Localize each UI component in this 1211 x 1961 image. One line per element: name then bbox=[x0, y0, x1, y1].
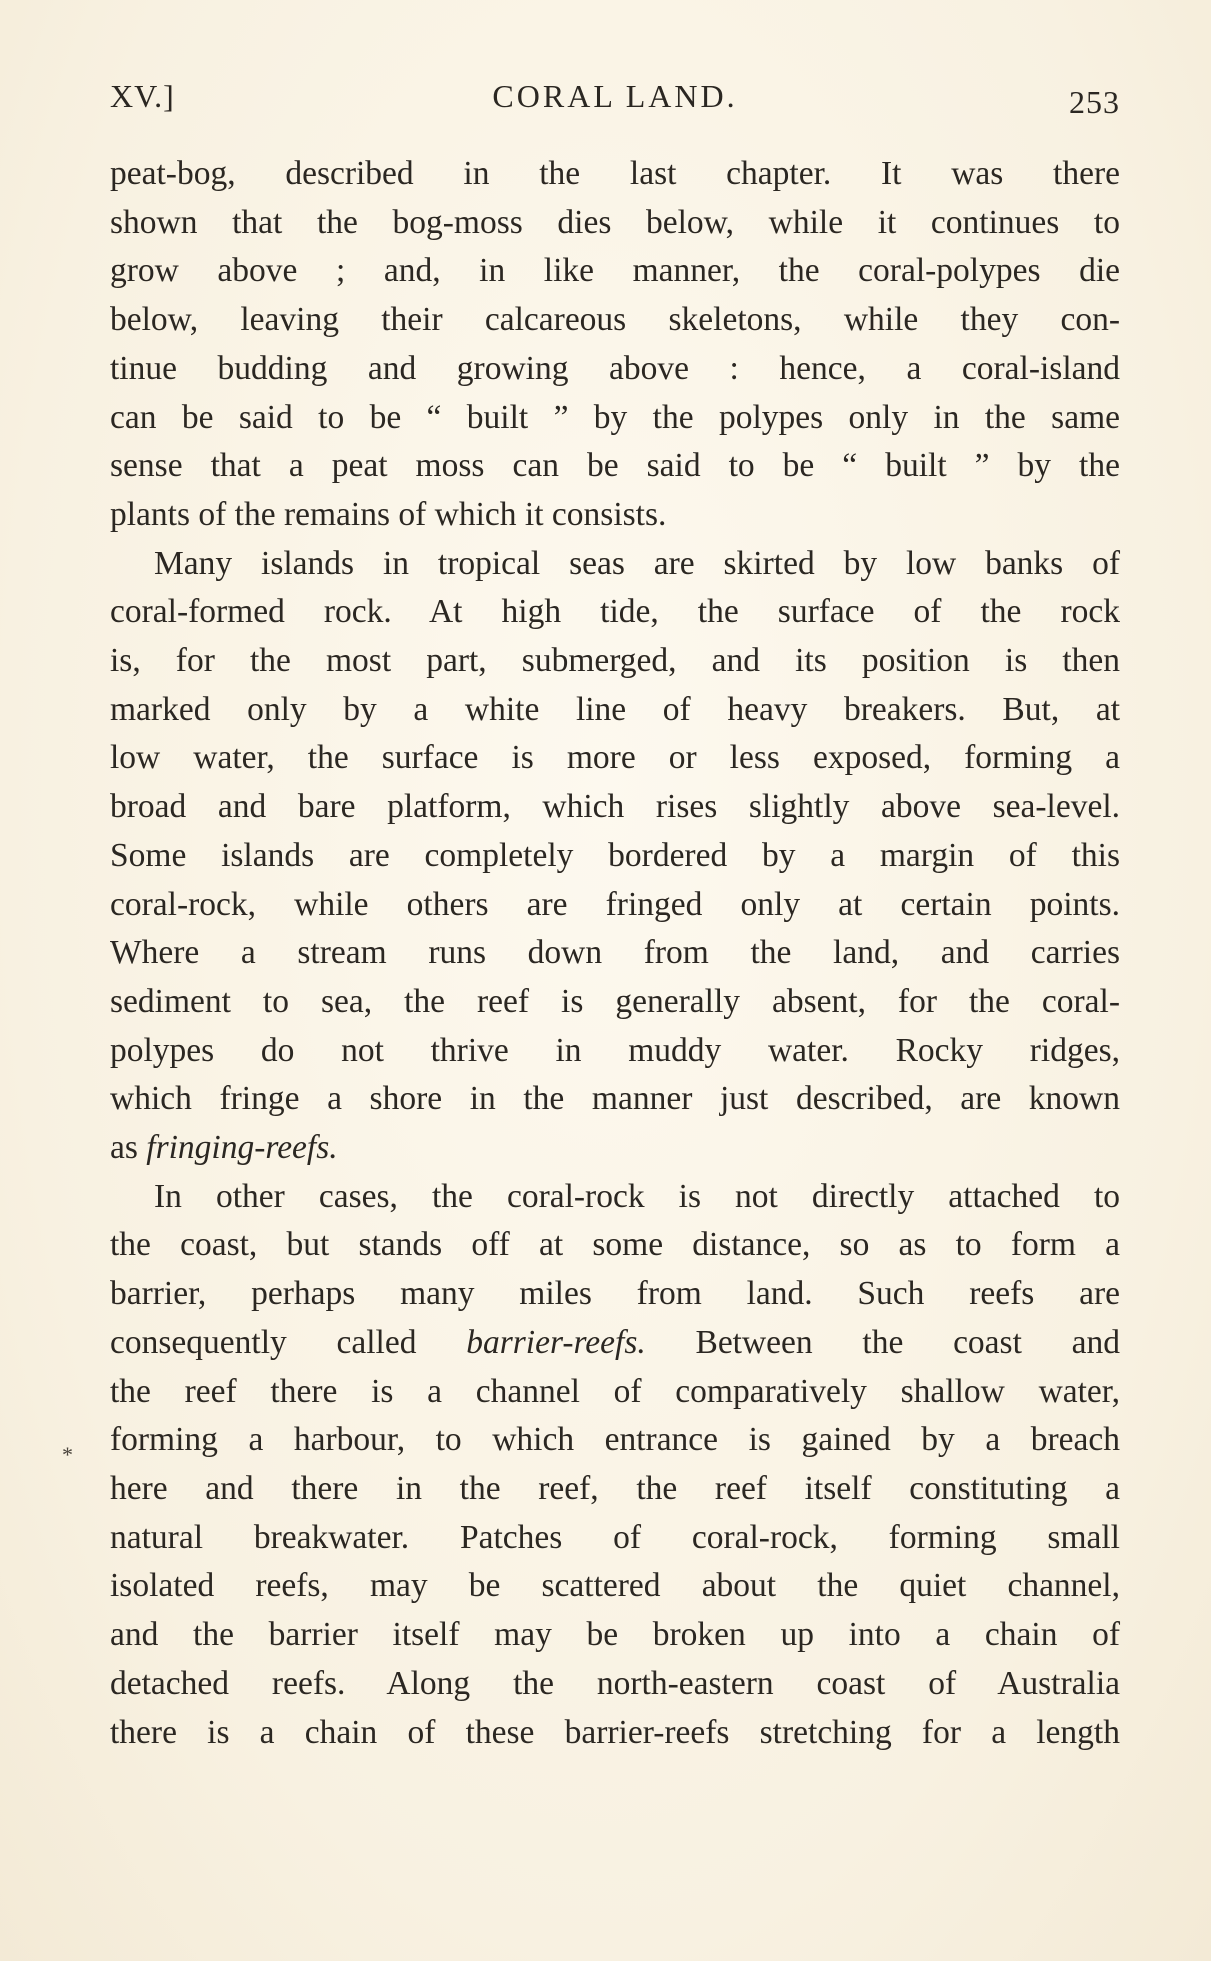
text-fragment: consequently called bbox=[110, 1323, 467, 1361]
text-line: sense that a peat moss can be said to be “ built ” by the bbox=[110, 447, 1120, 485]
running-title: CORAL LAND. bbox=[492, 78, 738, 114]
italic-term: barrier-reefs. bbox=[466, 1323, 646, 1361]
running-head bbox=[110, 78, 1120, 118]
text-line: detached reefs. Along the north-eastern coast of Australia bbox=[110, 1664, 1120, 1702]
text-line: broad and bare platform, which rises slightly above sea-level. bbox=[110, 788, 1120, 826]
text-line: isolated reefs, may be scattered about the quiet channel, bbox=[110, 1567, 1120, 1605]
margin-mark: * bbox=[62, 1442, 73, 1467]
page-number: 253 bbox=[1069, 84, 1120, 120]
text-line: plants of the remains of which it consists. bbox=[110, 495, 667, 533]
paragraph-1 bbox=[110, 150, 1120, 540]
paragraph-3 bbox=[110, 1173, 1120, 1757]
paragraph-2 bbox=[110, 540, 1120, 1173]
text-line: can be said to be “ built ” by the polypes only in the same bbox=[110, 398, 1120, 436]
italic-term: fringing-reefs. bbox=[146, 1129, 338, 1167]
text-line: natural breakwater. Patches of coral-rock, forming small bbox=[110, 1518, 1120, 1556]
text-line: here and there in the reef, the reef itself constituting a bbox=[110, 1469, 1120, 1507]
text-line: tinue budding and growing above : hence, a coral-island bbox=[110, 349, 1120, 387]
text-line: is, for the most part, submerged, and its position is then bbox=[110, 642, 1120, 680]
text-line bbox=[110, 1124, 1120, 1173]
text-fragment: Between the coast and bbox=[645, 1323, 1120, 1361]
text-line: below, leaving their calcareous skeletons, while they con- bbox=[110, 301, 1120, 339]
text-line: there is a chain of these barrier-reefs stretching for a length bbox=[110, 1713, 1120, 1751]
text-line: and the barrier itself may be broken up into a chain of bbox=[110, 1616, 1120, 1654]
text-line: the coast, but stands off at some distance, so as to form a bbox=[110, 1226, 1120, 1264]
text-line: Where a stream runs down from the land, and carries bbox=[110, 934, 1120, 972]
text-line: Many islands in tropical seas are skirted by low banks of bbox=[154, 544, 1120, 582]
text-line: grow above ; and, in like manner, the coral-polypes die bbox=[110, 252, 1120, 290]
text-fragment: as bbox=[110, 1129, 147, 1167]
text-line: which fringe a shore in the manner just described, are known bbox=[110, 1080, 1120, 1118]
text-line: Some islands are completely bordered by a margin of this bbox=[110, 836, 1120, 874]
text-line bbox=[110, 1319, 1120, 1368]
text-line: sediment to sea, the reef is generally absent, for the coral- bbox=[110, 982, 1120, 1020]
text-line: coral-formed rock. At high tide, the surface of the rock bbox=[110, 593, 1120, 631]
chapter-number: XV.] bbox=[110, 78, 175, 114]
text-line: barrier, perhaps many miles from land. Such reefs are bbox=[110, 1275, 1120, 1313]
body-text bbox=[110, 150, 1120, 1757]
text-line: marked only by a white line of heavy breakers. But, at bbox=[110, 690, 1120, 728]
text-line: peat-bog, described in the last chapter. It was there bbox=[110, 155, 1120, 192]
text-line: low water, the surface is more or less exposed, forming a bbox=[110, 739, 1120, 777]
text-line: polypes do not thrive in muddy water. Rocky ridges, bbox=[110, 1031, 1120, 1069]
text-line: coral-rock, while others are fringed only at certain points. bbox=[110, 885, 1120, 923]
text-line: shown that the bog-moss dies below, while it continues to bbox=[110, 203, 1120, 241]
text-line: forming a harbour, to which entrance is gained by a breach bbox=[110, 1421, 1120, 1459]
text-line: the reef there is a channel of comparatively shallow water, bbox=[110, 1372, 1120, 1410]
text-line: In other cases, the coral-rock is not directly attached to bbox=[154, 1177, 1120, 1215]
